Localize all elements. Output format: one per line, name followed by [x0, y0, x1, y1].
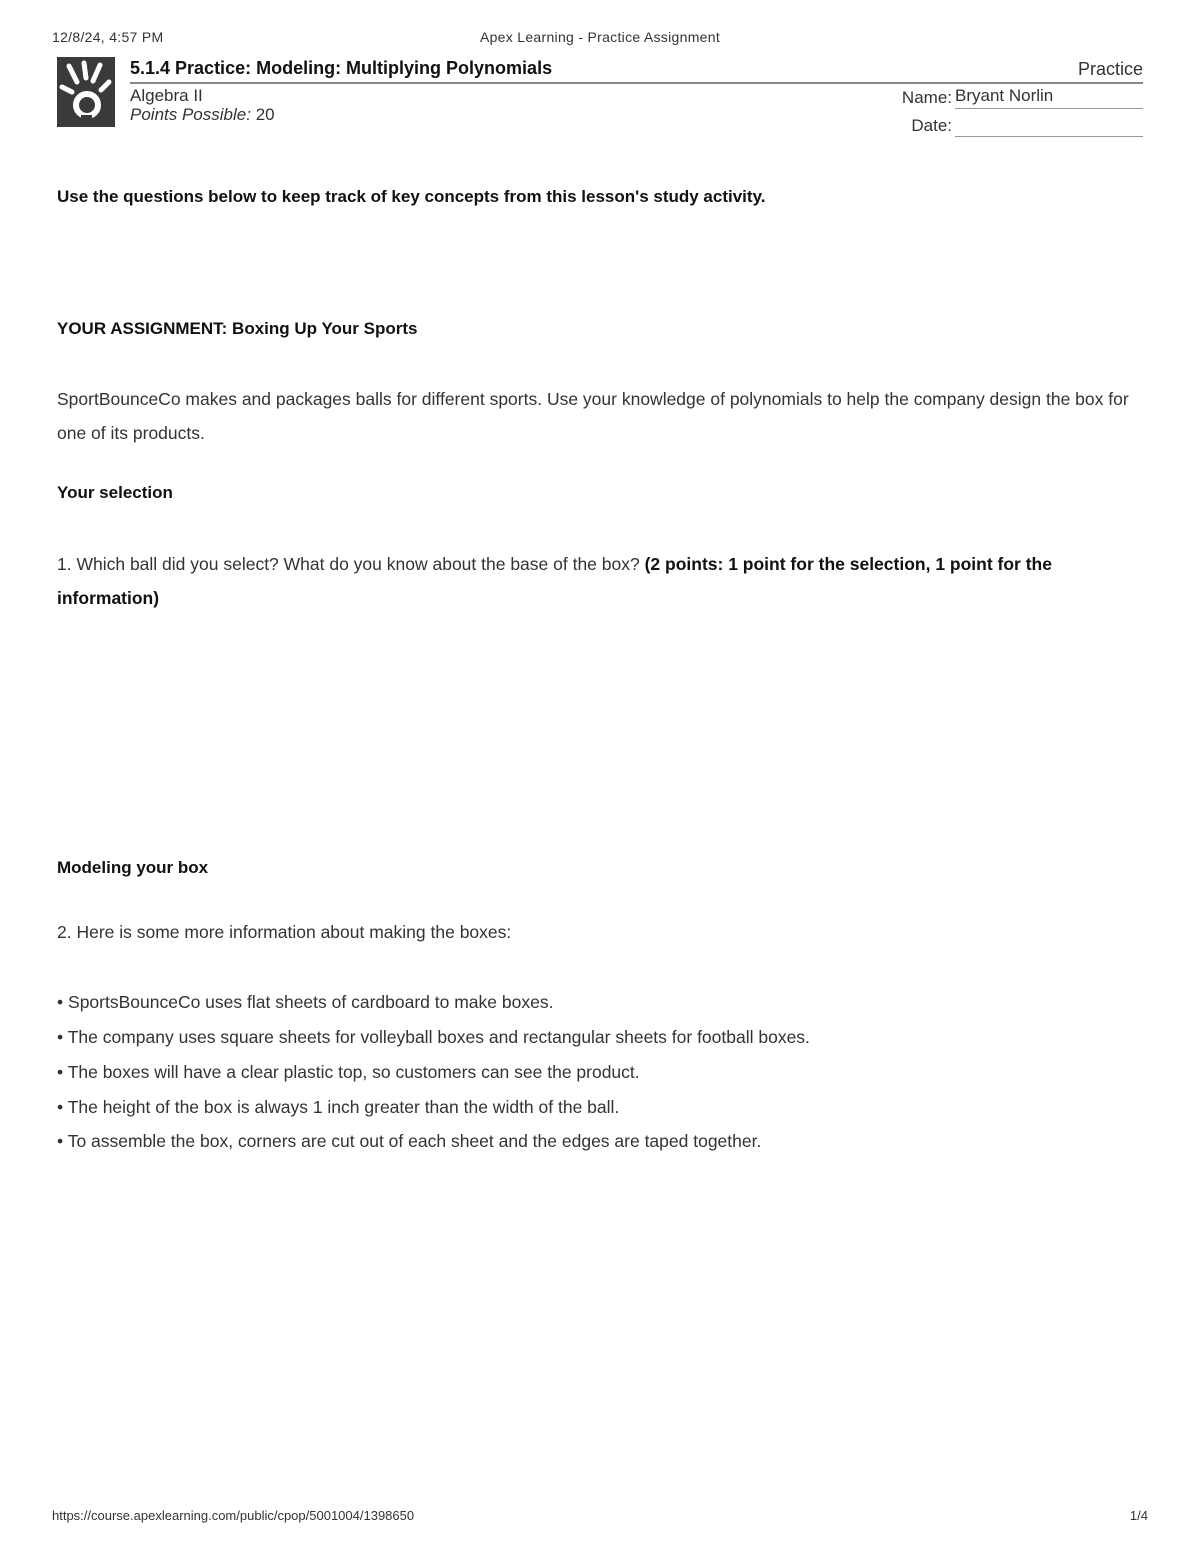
selection-heading: Your selection	[57, 483, 173, 502]
name-field: Bryant Norlin	[955, 86, 1143, 109]
points-value: 20	[255, 105, 275, 124]
assignment-title: 5.1.4 Practice: Modeling: Multiplying Polynomials	[130, 58, 553, 78]
footer-page-number: 1/4	[1129, 1508, 1148, 1523]
assignment-heading: YOUR ASSIGNMENT: Boxing Up Your Sports	[57, 319, 418, 338]
date-label: Date:	[911, 116, 952, 135]
bullet-icon: •	[57, 1062, 64, 1082]
list-item: • The company uses square sheets for volleyball boxes and rectangular sheets for football boxes.	[57, 1027, 810, 1047]
title-divider	[130, 82, 1143, 84]
list-item: • The height of the box is always 1 inch greater than the width of the ball.	[57, 1097, 620, 1117]
points-label: Points Possible:	[130, 105, 251, 124]
list-item: • The boxes will have a clear plastic top, so customers can see the product.	[57, 1062, 640, 1082]
modeling-heading: Modeling your box	[57, 858, 209, 877]
apex-logo-icon	[57, 57, 115, 127]
print-page-title: Apex Learning - Practice Assignment	[479, 29, 721, 45]
question-2: 2. Here is some more information about making the boxes:	[57, 922, 512, 942]
print-datetime: 12/8/24, 4:57 PM	[52, 29, 164, 45]
assignment-description: SportBounceCo makes and packages balls for different sports. Use your knowledge of polynomials to help the company design the box for one of its products.	[57, 389, 1129, 443]
date-field	[955, 116, 1143, 137]
question-1-points: (2 points: 1 point for the selection, 1 point for the information)	[57, 554, 1052, 608]
list-item: • To assemble the box, corners are cut out of each sheet and the edges are taped together.	[57, 1131, 762, 1151]
question-1	[57, 547, 1147, 615]
course-name: Algebra II	[130, 86, 203, 105]
bullet-icon: •	[57, 992, 64, 1012]
box-info-list	[57, 990, 810, 1164]
bullet-icon: •	[57, 1131, 64, 1151]
bullet-icon: •	[57, 1027, 64, 1047]
footer-url: https://course.apexlearning.com/public/cpop/5001004/1398650	[52, 1508, 415, 1523]
name-label: Name:	[901, 88, 952, 107]
list-item: • SportsBounceCo uses flat sheets of cardboard to make boxes.	[57, 992, 554, 1012]
intro-instructions: Use the questions below to keep track of key concepts from this lesson's study activity.	[57, 187, 766, 206]
bullet-icon: •	[57, 1097, 64, 1117]
assignment-type: Practice	[1077, 59, 1143, 79]
points-possible	[130, 105, 275, 125]
question-1-text: 1. Which ball did you select? What do you know about the base of the box?	[57, 554, 640, 574]
